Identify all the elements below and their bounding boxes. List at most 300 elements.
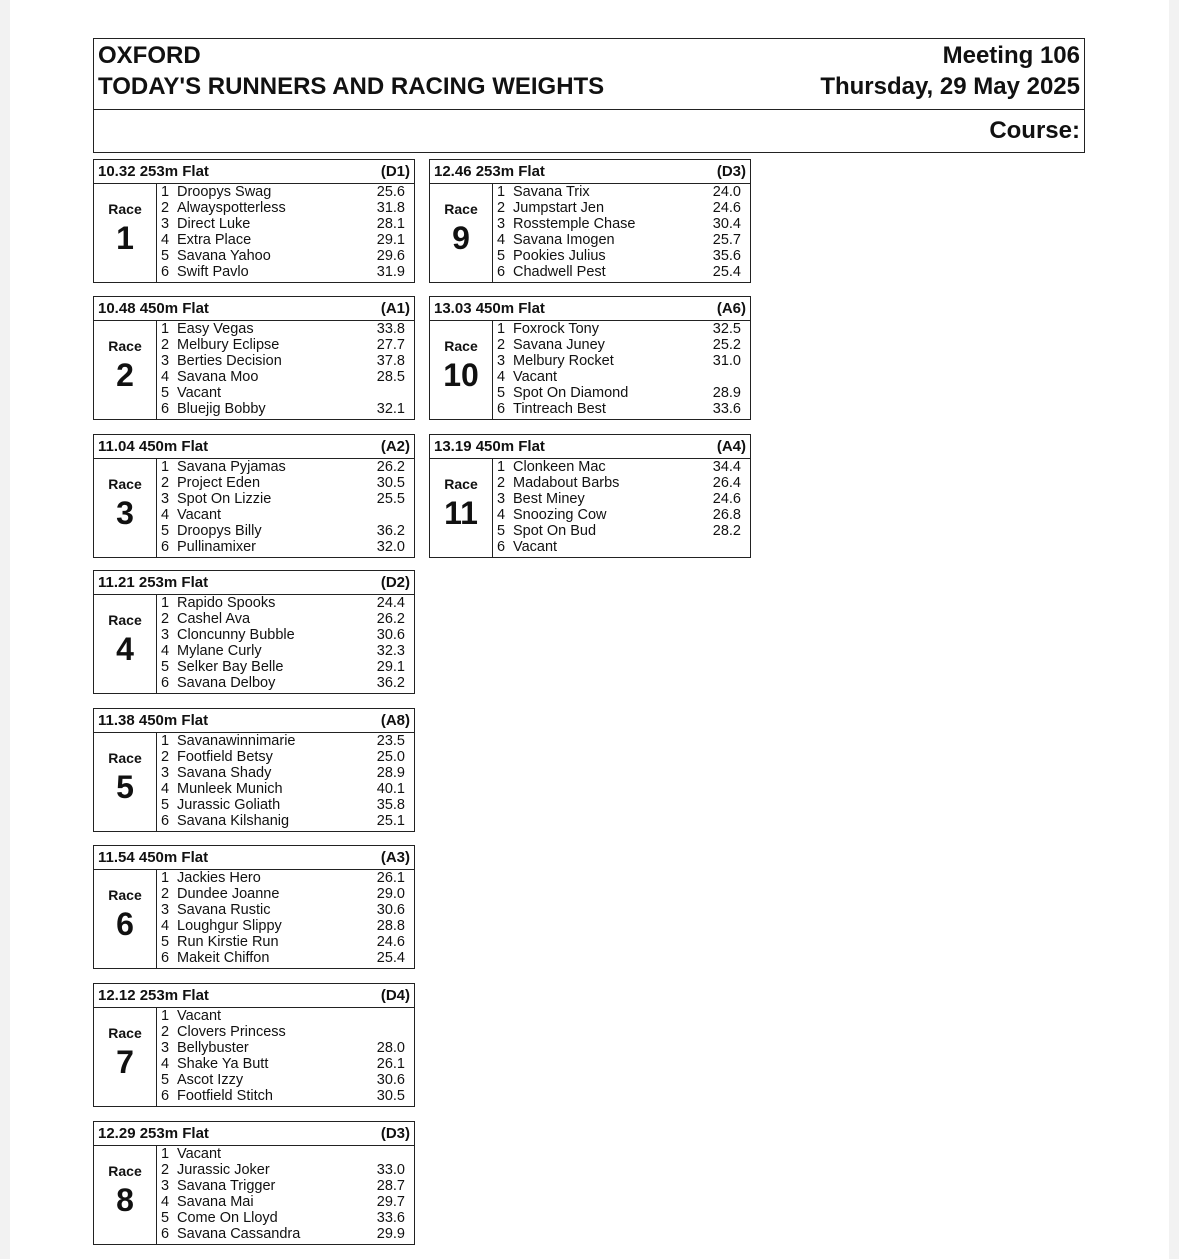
runner-name: Savana Moo: [177, 369, 259, 385]
runner-trap: 3: [497, 491, 506, 507]
runner-row: [157, 749, 414, 765]
runner-trap: 3: [161, 491, 170, 507]
runner-row: [157, 475, 414, 491]
race-grade: (D2): [380, 574, 410, 591]
race-title: 13.03 450m Flat: [434, 300, 545, 317]
runner-weight: 32.1: [376, 401, 405, 417]
runner-trap: 1: [161, 733, 170, 749]
runner-trap: 4: [161, 918, 170, 934]
runner-row: [157, 797, 414, 813]
race-grade: (A4): [716, 438, 746, 455]
runner-name: Savana Kilshanig: [177, 813, 290, 829]
runner-trap: 1: [161, 1146, 170, 1162]
runner-trap: 5: [161, 934, 170, 950]
race-number: 8: [116, 1182, 134, 1218]
runner-row: [157, 1178, 414, 1194]
race-card-2: [93, 296, 415, 420]
runner-name: Rapido Spooks: [177, 595, 276, 611]
runner-weight: 27.7: [376, 337, 405, 353]
race-label: Race: [444, 476, 478, 492]
race-grade: (D3): [380, 1125, 410, 1142]
race-header: [94, 160, 414, 184]
runner-list: [493, 184, 750, 282]
race-number-panel: [94, 595, 157, 693]
runner-name: Dundee Joanne: [177, 886, 280, 902]
runner-name: Jurassic Goliath: [177, 797, 281, 813]
runner-weight: 30.6: [376, 1072, 405, 1088]
runner-list: [157, 1146, 414, 1244]
runner-row: [493, 337, 750, 353]
runner-trap: 3: [497, 353, 506, 369]
runner-trap: 2: [161, 749, 170, 765]
runner-name: Shake Ya Butt: [177, 1056, 269, 1072]
runner-name: Pookies Julius: [513, 248, 606, 264]
race-number: 2: [116, 357, 134, 393]
race-card-5: [93, 708, 415, 832]
runner-row: [493, 232, 750, 248]
runner-row: [157, 902, 414, 918]
race-grade: (D1): [380, 163, 410, 180]
race-grade: (A3): [380, 849, 410, 866]
runner-weight: 26.4: [712, 475, 741, 491]
runner-weight: 24.4: [376, 595, 405, 611]
runner-row: [157, 595, 414, 611]
race-card-9: [429, 159, 751, 283]
runner-trap: 4: [161, 781, 170, 797]
runner-row: [493, 385, 750, 401]
race-label: Race: [108, 1025, 142, 1041]
runner-weight: 33.0: [376, 1162, 405, 1178]
race-number-panel: [430, 184, 493, 282]
race-grade: (A2): [380, 438, 410, 455]
race-card-7: [93, 983, 415, 1107]
runner-weight: 30.5: [376, 475, 405, 491]
race-card-1: [93, 159, 415, 283]
race-number-panel: [94, 870, 157, 968]
runner-row: [157, 675, 414, 691]
runner-row: [157, 1194, 414, 1210]
race-number: 3: [116, 495, 134, 531]
runner-trap: 5: [161, 1210, 170, 1226]
runner-weight: 26.1: [376, 1056, 405, 1072]
runner-name: Jackies Hero: [177, 870, 261, 886]
runner-name: Extra Place: [177, 232, 252, 248]
runner-trap: 6: [497, 539, 506, 555]
runner-trap: 3: [161, 353, 170, 369]
race-header: [430, 160, 750, 184]
runner-trap: 6: [161, 1088, 170, 1104]
runner-row: [157, 539, 414, 555]
runner-trap: 1: [161, 321, 170, 337]
runner-row: [157, 813, 414, 829]
runner-row: [493, 248, 750, 264]
runner-trap: 5: [161, 659, 170, 675]
runner-trap: 3: [161, 902, 170, 918]
runner-row: [157, 523, 414, 539]
runner-weight: 35.8: [376, 797, 405, 813]
meeting-number: Meeting 106: [942, 42, 1080, 69]
race-card-8: [93, 1121, 415, 1245]
runner-name: Jurassic Joker: [177, 1162, 270, 1178]
runner-weight: 28.7: [376, 1178, 405, 1194]
runner-trap: 1: [161, 1008, 170, 1024]
runner-row: [157, 385, 414, 401]
runner-name: Jumpstart Jen: [513, 200, 605, 216]
runner-row: [157, 216, 414, 232]
runner-weight: 36.2: [376, 675, 405, 691]
runner-name: Chadwell Pest: [513, 264, 606, 280]
runner-trap: 3: [161, 216, 170, 232]
runner-weight: 33.6: [712, 401, 741, 417]
runner-weight: 26.2: [376, 459, 405, 475]
runner-row: [493, 353, 750, 369]
runner-name: Bluejig Bobby: [177, 401, 266, 417]
runner-name: Rosstemple Chase: [513, 216, 636, 232]
runner-weight: 24.0: [712, 184, 741, 200]
runner-trap: 6: [161, 539, 170, 555]
runner-weight: 26.8: [712, 507, 741, 523]
runner-name: Tintreach Best: [513, 401, 606, 417]
runner-trap: 3: [497, 216, 506, 232]
runner-row: [157, 950, 414, 966]
race-header: [94, 846, 414, 870]
runner-weight: 33.6: [376, 1210, 405, 1226]
race-header: [94, 1122, 414, 1146]
runner-name: Pullinamixer: [177, 539, 256, 555]
runner-name: Droopys Swag: [177, 184, 272, 200]
meeting-date: Thursday, 29 May 2025: [820, 73, 1080, 100]
race-title: 10.48 450m Flat: [98, 300, 209, 317]
race-number-panel: [94, 321, 157, 419]
runner-trap: 6: [497, 264, 506, 280]
race-label: Race: [108, 887, 142, 903]
runner-name: Vacant: [177, 385, 222, 401]
runner-weight: 28.9: [376, 765, 405, 781]
runner-row: [157, 918, 414, 934]
runner-row: [157, 232, 414, 248]
race-header: [94, 571, 414, 595]
runner-trap: 5: [161, 523, 170, 539]
runner-name: Savana Shady: [177, 765, 272, 781]
runner-row: [493, 216, 750, 232]
runner-name: Vacant: [177, 1008, 222, 1024]
race-number-panel: [430, 321, 493, 419]
runner-name: Selker Bay Belle: [177, 659, 284, 675]
runner-trap: 1: [161, 184, 170, 200]
runner-trap: 2: [161, 200, 170, 216]
runner-weight: 25.5: [376, 491, 405, 507]
runner-trap: 4: [497, 369, 506, 385]
runner-trap: 5: [497, 523, 506, 539]
runner-weight: 28.0: [376, 1040, 405, 1056]
race-card-11: [429, 434, 751, 558]
runner-row: [157, 491, 414, 507]
runner-weight: 25.0: [376, 749, 405, 765]
runner-row: [157, 321, 414, 337]
race-number: 4: [116, 631, 134, 667]
runner-name: Melbury Rocket: [513, 353, 614, 369]
runner-weight: 25.2: [712, 337, 741, 353]
runner-row: [493, 507, 750, 523]
runner-name: Droopys Billy: [177, 523, 262, 539]
runner-name: Loughgur Slippy: [177, 918, 282, 934]
runner-row: [157, 184, 414, 200]
runner-trap: 6: [161, 813, 170, 829]
runner-trap: 6: [497, 401, 506, 417]
runner-weight: 29.7: [376, 1194, 405, 1210]
runner-row: [157, 248, 414, 264]
race-grade: (D3): [716, 163, 746, 180]
runner-trap: 5: [161, 385, 170, 401]
runner-trap: 4: [161, 369, 170, 385]
runner-list: [157, 1008, 414, 1106]
race-card-3: [93, 434, 415, 558]
runner-list: [493, 321, 750, 419]
runner-trap: 3: [161, 627, 170, 643]
runner-weight: 30.5: [376, 1088, 405, 1104]
runner-row: [157, 264, 414, 280]
runner-name: Savana Delboy: [177, 675, 276, 691]
runner-list: [157, 321, 414, 419]
runner-name: Spot On Lizzie: [177, 491, 272, 507]
race-header: [94, 435, 414, 459]
runner-list: [157, 733, 414, 831]
runner-weight: 30.6: [376, 627, 405, 643]
race-grade: (A1): [380, 300, 410, 317]
race-label: Race: [444, 201, 478, 217]
race-number: 9: [452, 220, 470, 256]
race-title: 11.04 450m Flat: [98, 438, 209, 455]
page-header: [93, 38, 1085, 110]
runner-row: [157, 200, 414, 216]
course-label: Course:: [989, 117, 1080, 144]
runner-trap: 3: [161, 765, 170, 781]
runner-row: [157, 765, 414, 781]
runner-trap: 4: [161, 232, 170, 248]
runner-weight: 29.6: [376, 248, 405, 264]
runner-row: [493, 200, 750, 216]
runner-row: [157, 369, 414, 385]
runner-row: [157, 1210, 414, 1226]
runner-weight: 40.1: [376, 781, 405, 797]
runner-trap: 6: [161, 950, 170, 966]
runner-weight: 34.4: [712, 459, 741, 475]
race-number: 6: [116, 906, 134, 942]
runner-trap: 5: [497, 385, 506, 401]
runner-row: [157, 733, 414, 749]
runner-trap: 2: [161, 1162, 170, 1178]
runner-row: [157, 507, 414, 523]
runner-row: [493, 459, 750, 475]
race-number: 1: [116, 220, 134, 256]
runner-row: [493, 475, 750, 491]
race-grade: (A6): [716, 300, 746, 317]
race-number-panel: [430, 459, 493, 557]
runner-trap: 2: [161, 611, 170, 627]
runner-trap: 2: [161, 337, 170, 353]
runner-weight: 31.9: [376, 264, 405, 280]
runner-trap: 5: [161, 797, 170, 813]
runner-name: Vacant: [513, 539, 558, 555]
race-label: Race: [108, 476, 142, 492]
venue-title: OXFORD: [98, 42, 201, 69]
race-number-panel: [94, 733, 157, 831]
runner-trap: 2: [497, 337, 506, 353]
runner-name: Ascot Izzy: [177, 1072, 244, 1088]
runner-row: [157, 886, 414, 902]
race-grade: (A8): [380, 712, 410, 729]
runner-row: [157, 611, 414, 627]
runner-row: [493, 264, 750, 280]
runner-weight: 25.4: [712, 264, 741, 280]
runner-name: Munleek Munich: [177, 781, 283, 797]
race-label: Race: [108, 1163, 142, 1179]
runner-name: Savana Trix: [513, 184, 590, 200]
runner-name: Swift Pavlo: [177, 264, 249, 280]
race-header: [94, 709, 414, 733]
runner-weight: 24.6: [712, 491, 741, 507]
runner-weight: 31.8: [376, 200, 405, 216]
runner-name: Savana Pyjamas: [177, 459, 286, 475]
race-card-10: [429, 296, 751, 420]
runner-name: Savana Yahoo: [177, 248, 271, 264]
runner-trap: 5: [161, 248, 170, 264]
runner-name: Best Miney: [513, 491, 585, 507]
runner-weight: 25.4: [376, 950, 405, 966]
runner-row: [157, 401, 414, 417]
runner-row: [493, 321, 750, 337]
runner-row: [157, 459, 414, 475]
race-header: [94, 297, 414, 321]
runner-row: [493, 539, 750, 555]
runner-name: Clovers Princess: [177, 1024, 286, 1040]
race-header: [430, 435, 750, 459]
runner-trap: 6: [161, 264, 170, 280]
course-box: [93, 109, 1085, 153]
runner-weight: 30.4: [712, 216, 741, 232]
runner-row: [157, 934, 414, 950]
race-label: Race: [108, 750, 142, 766]
runner-name: Savana Rustic: [177, 902, 271, 918]
runner-trap: 5: [161, 1072, 170, 1088]
runner-trap: 6: [161, 675, 170, 691]
runner-name: Alwayspotterless: [177, 200, 286, 216]
runner-weight: 26.2: [376, 611, 405, 627]
runner-trap: 6: [161, 1226, 170, 1242]
runner-name: Footfield Stitch: [177, 1088, 273, 1104]
runner-name: Vacant: [177, 507, 222, 523]
race-title: 12.29 253m Flat: [98, 1125, 209, 1142]
runner-name: Savana Mai: [177, 1194, 254, 1210]
runner-name: Savana Juney: [513, 337, 605, 353]
race-grade: (D4): [380, 987, 410, 1004]
runner-name: Makeit Chiffon: [177, 950, 270, 966]
runner-row: [157, 1040, 414, 1056]
race-title: 13.19 450m Flat: [434, 438, 545, 455]
runner-trap: 2: [161, 1024, 170, 1040]
runner-name: Bellybuster: [177, 1040, 249, 1056]
runner-name: Run Kirstie Run: [177, 934, 279, 950]
runner-weight: 36.2: [376, 523, 405, 539]
runner-row: [157, 1162, 414, 1178]
runner-row: [157, 1008, 414, 1024]
runner-trap: 4: [497, 507, 506, 523]
runner-name: Savana Trigger: [177, 1178, 276, 1194]
runner-trap: 2: [497, 200, 506, 216]
race-label: Race: [108, 612, 142, 628]
runner-weight: 23.5: [376, 733, 405, 749]
runner-row: [157, 643, 414, 659]
runner-trap: 1: [161, 595, 170, 611]
race-title: 11.21 253m Flat: [98, 574, 209, 591]
runner-weight: 31.0: [712, 353, 741, 369]
runner-weight: 29.1: [376, 232, 405, 248]
runner-name: Savanawinnimarie: [177, 733, 296, 749]
runner-name: Vacant: [513, 369, 558, 385]
runner-trap: 1: [497, 459, 506, 475]
runner-name: Project Eden: [177, 475, 261, 491]
runner-list: [157, 870, 414, 968]
runner-name: Spot On Diamond: [513, 385, 629, 401]
runner-name: Direct Luke: [177, 216, 251, 232]
race-title: 11.54 450m Flat: [98, 849, 209, 866]
runner-weight: 29.1: [376, 659, 405, 675]
runner-row: [157, 659, 414, 675]
race-number-panel: [94, 184, 157, 282]
runner-weight: 24.6: [376, 934, 405, 950]
runner-weight: 25.1: [376, 813, 405, 829]
runner-list: [493, 459, 750, 557]
race-number-panel: [94, 1146, 157, 1244]
runner-weight: 33.8: [376, 321, 405, 337]
runner-trap: 2: [497, 475, 506, 491]
race-number: 11: [444, 495, 478, 531]
runner-row: [493, 369, 750, 385]
runner-trap: 4: [161, 1056, 170, 1072]
race-header: [94, 984, 414, 1008]
runner-name: Melbury Eclipse: [177, 337, 280, 353]
runner-trap: 4: [161, 1194, 170, 1210]
runner-weight: 28.9: [712, 385, 741, 401]
runner-name: Savana Cassandra: [177, 1226, 301, 1242]
runner-row: [157, 337, 414, 353]
runner-name: Easy Vegas: [177, 321, 254, 337]
runner-weight: 26.1: [376, 870, 405, 886]
page-subtitle: TODAY'S RUNNERS AND RACING WEIGHTS: [98, 73, 605, 100]
race-label: Race: [108, 338, 142, 354]
race-number: 5: [116, 769, 134, 805]
runner-trap: 2: [161, 475, 170, 491]
runner-trap: 5: [497, 248, 506, 264]
race-title: 12.46 253m Flat: [434, 163, 545, 180]
race-number-panel: [94, 459, 157, 557]
race-header: [430, 297, 750, 321]
runner-weight: 32.3: [376, 643, 405, 659]
runner-weight: 30.6: [376, 902, 405, 918]
runner-row: [157, 1056, 414, 1072]
race-number-panel: [94, 1008, 157, 1106]
runner-name: Mylane Curly: [177, 643, 262, 659]
runner-trap: 3: [161, 1178, 170, 1194]
runner-weight: 28.1: [376, 216, 405, 232]
runner-weight: 32.5: [712, 321, 741, 337]
runner-weight: 24.6: [712, 200, 741, 216]
race-label: Race: [444, 338, 478, 354]
runner-weight: 32.0: [376, 539, 405, 555]
runner-name: Footfield Betsy: [177, 749, 273, 765]
runner-row: [493, 401, 750, 417]
runner-row: [493, 523, 750, 539]
